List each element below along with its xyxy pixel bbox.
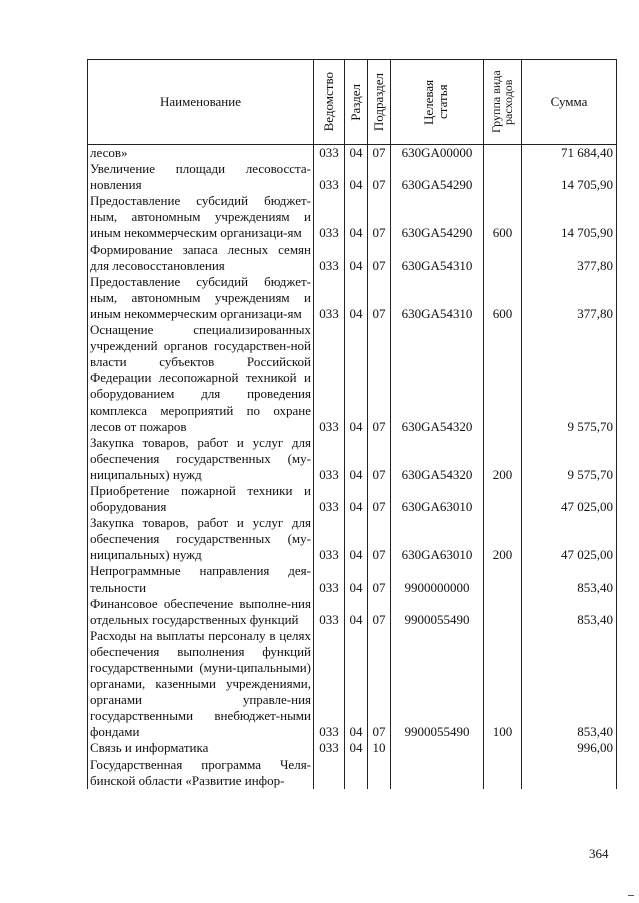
table-row (88, 596, 617, 628)
table-row (88, 242, 617, 274)
table-row (88, 161, 617, 193)
cell-ved: 033 (314, 161, 345, 193)
budget-table-sheet (87, 59, 616, 789)
cell-grp: 600 (484, 193, 522, 241)
table-row (88, 740, 617, 756)
cell-cel (391, 757, 484, 789)
cell-name: Государственная программа Челя-бинской области «Развитие инфор- (88, 757, 314, 789)
table-row (88, 274, 617, 322)
cell-pod: 07 (368, 161, 391, 193)
cell-cel: 630GA00000 (391, 145, 484, 162)
table-row (88, 563, 617, 595)
cell-sum: 14 705,90 (522, 161, 617, 193)
cell-name: Оснащение специализированных учреждений органов государствен-ной власти субъектов Российской Федерации лесопожарной техникой и оборудованием для проведения комплекса мероприятий по охране лесов от пожаров (88, 322, 314, 435)
cell-ved: 033 (314, 242, 345, 274)
cell-ved: 033 (314, 515, 345, 563)
table-row (88, 483, 617, 515)
cell-name: Предоставление субсидий бюджет-ным, автономным учреждениям и иным некоммерческим организаци-ям (88, 274, 314, 322)
cell-grp (484, 740, 522, 756)
cell-pod: 07 (368, 435, 391, 483)
cell-raz: 04 (345, 322, 368, 435)
cell-ved: 033 (314, 596, 345, 628)
cell-cel: 630GA54310 (391, 242, 484, 274)
cell-sum: 853,40 (522, 628, 617, 741)
cell-ved (314, 757, 345, 789)
cell-name: Закупка товаров, работ и услуг для обеспечения государственных (му-ниципальных) нужд (88, 515, 314, 563)
table-row (88, 515, 617, 563)
cell-name: лесов» (88, 145, 314, 162)
cell-raz: 04 (345, 483, 368, 515)
cell-name: Финансовое обеспечение выполне-ния отдельных государственных функций (88, 596, 314, 628)
cell-name: Расходы на выплаты персоналу в целях обеспечения выполнения функций государственными (муни-ципальными) органами, казенными учреждениями, органами управле-ния государственными внебюджет-ными фондами (88, 628, 314, 741)
table-row (88, 757, 617, 789)
cell-pod: 10 (368, 740, 391, 756)
cell-grp: 100 (484, 628, 522, 741)
cell-pod (368, 757, 391, 789)
cell-ved: 033 (314, 740, 345, 756)
cell-sum: 47 025,00 (522, 483, 617, 515)
cell-cel: 9900055490 (391, 628, 484, 741)
cell-pod: 07 (368, 242, 391, 274)
cell-ved: 033 (314, 322, 345, 435)
cell-sum: 47 025,00 (522, 515, 617, 563)
cell-raz: 04 (345, 596, 368, 628)
cell-pod: 07 (368, 596, 391, 628)
cell-name: Приобретение пожарной техники и оборудования (88, 483, 314, 515)
cell-pod: 07 (368, 322, 391, 435)
cell-pod: 07 (368, 193, 391, 241)
cell-sum: 996,00 (522, 740, 617, 756)
table-row (88, 193, 617, 241)
page-number: 364 (589, 846, 609, 861)
cell-raz: 04 (345, 242, 368, 274)
cell-ved: 033 (314, 483, 345, 515)
cell-name: Увеличение площади лесовосста-новления (88, 161, 314, 193)
header-celevaya: Целевая статья (391, 60, 484, 145)
cell-sum: 14 705,90 (522, 193, 617, 241)
cell-grp (484, 322, 522, 435)
cell-grp (484, 757, 522, 789)
header-gruppa: Группа вида расходов (484, 60, 522, 145)
cell-cel: 9900000000 (391, 563, 484, 595)
cell-ved: 033 (314, 274, 345, 322)
cell-cel: 630GA54320 (391, 435, 484, 483)
cell-ved: 033 (314, 193, 345, 241)
header-name: Наименование (88, 60, 314, 145)
cell-raz: 04 (345, 515, 368, 563)
cell-grp (484, 161, 522, 193)
cell-grp (484, 242, 522, 274)
cell-cel: 630GA63010 (391, 483, 484, 515)
cell-cel: 630GA54310 (391, 274, 484, 322)
cell-raz (345, 757, 368, 789)
cell-raz: 04 (345, 740, 368, 756)
cell-name: Связь и информатика (88, 740, 314, 756)
cell-pod: 07 (368, 145, 391, 162)
cell-raz: 04 (345, 274, 368, 322)
cell-sum: 9 575,70 (522, 435, 617, 483)
cell-cel (391, 740, 484, 756)
cell-sum: 377,80 (522, 242, 617, 274)
cell-cel: 630GA54290 (391, 161, 484, 193)
cell-grp (484, 563, 522, 595)
cell-cel: 630GA54290 (391, 193, 484, 241)
table-header-row (88, 60, 617, 145)
cell-ved: 033 (314, 435, 345, 483)
cell-pod: 07 (368, 628, 391, 741)
cell-raz: 04 (345, 628, 368, 741)
cell-sum: 71 684,40 (522, 145, 617, 162)
cell-grp: 200 (484, 515, 522, 563)
cell-cel: 9900055490 (391, 596, 484, 628)
cell-name: Непрограммные направления дея-тельности (88, 563, 314, 595)
cell-ved: 033 (314, 145, 345, 162)
budget-table (87, 59, 617, 789)
header-podrazdel: Подраздел (368, 60, 391, 145)
cell-pod: 07 (368, 274, 391, 322)
cell-grp (484, 596, 522, 628)
cell-sum: 853,40 (522, 596, 617, 628)
cell-raz: 04 (345, 563, 368, 595)
cell-name: Закупка товаров, работ и услуг для обеспечения государственных (му-ниципальных) нужд (88, 435, 314, 483)
table-row (88, 145, 617, 162)
cell-grp (484, 483, 522, 515)
cell-raz: 04 (345, 435, 368, 483)
header-summa: Сумма (522, 60, 617, 145)
cell-grp: 600 (484, 274, 522, 322)
header-vedomstvo: Ведомство (314, 60, 345, 145)
cell-pod: 07 (368, 483, 391, 515)
cell-cel: 630GA63010 (391, 515, 484, 563)
cell-pod: 07 (368, 515, 391, 563)
table-row (88, 435, 617, 483)
cell-ved: 033 (314, 563, 345, 595)
cell-raz: 04 (345, 145, 368, 162)
cell-raz: 04 (345, 193, 368, 241)
cell-sum: 377,80 (522, 274, 617, 322)
header-razdel: Раздел (345, 60, 368, 145)
table-row (88, 322, 617, 435)
cell-name: Предоставление субсидий бюджет-ным, автономным учреждениям и иным некоммерческим организаци-ям (88, 193, 314, 241)
cell-sum: 9 575,70 (522, 322, 617, 435)
cell-sum: 853,40 (522, 563, 617, 595)
table-row (88, 628, 617, 741)
scan-mark (628, 895, 634, 896)
cell-grp (484, 145, 522, 162)
cell-cel: 630GA54320 (391, 322, 484, 435)
cell-pod: 07 (368, 563, 391, 595)
cell-sum (522, 757, 617, 789)
cell-name: Формирование запаса лесных семян для лесовосстановления (88, 242, 314, 274)
cell-raz: 04 (345, 161, 368, 193)
cell-grp: 200 (484, 435, 522, 483)
cell-ved: 033 (314, 628, 345, 741)
